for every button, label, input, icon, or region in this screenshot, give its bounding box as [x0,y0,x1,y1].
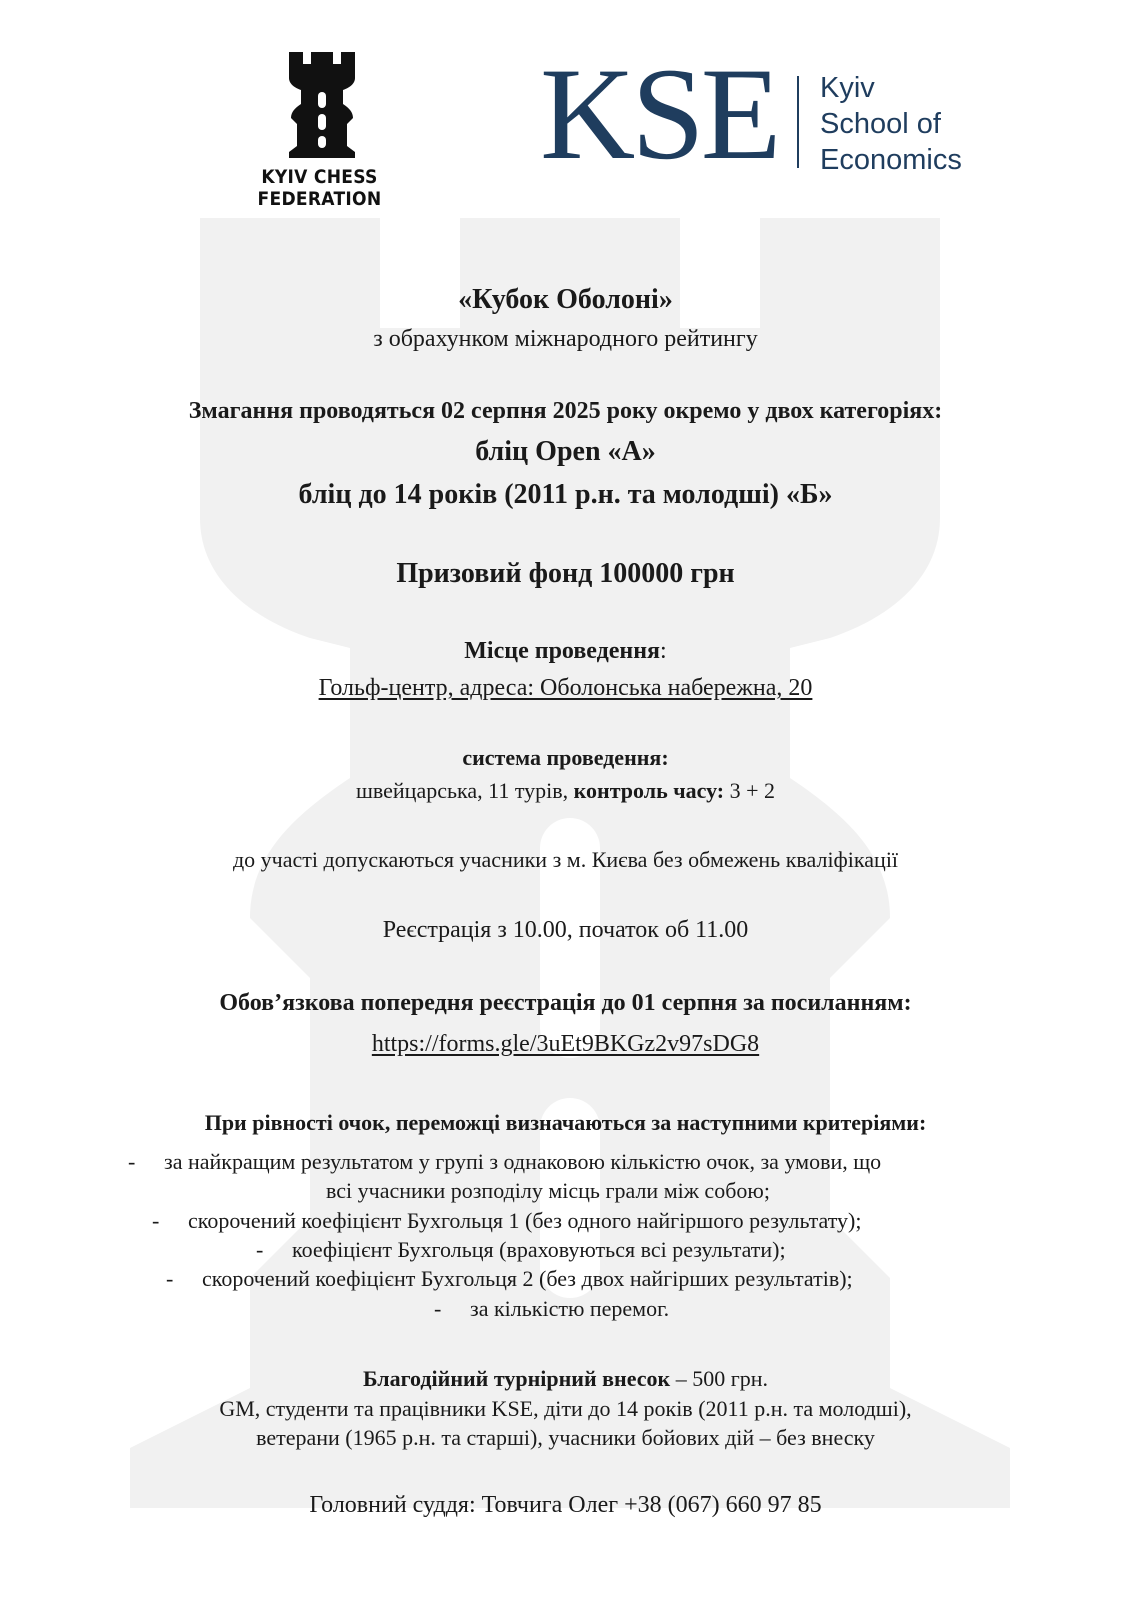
list-item [166,1266,853,1292]
system-label: система проведення: [462,745,669,770]
list-item [434,1296,669,1322]
list-item-dash: - [152,1208,160,1233]
venue-label: Місце проведення [464,638,661,664]
category-a: бліц Open «А» [475,436,656,467]
kse-words [820,70,962,178]
tiebreaks-heading: При рівності очок, переможці визначаються за наступними критеріями: [204,1110,927,1135]
time-control-label: контроль часу: [573,778,725,803]
rook-tower-icon [285,52,359,158]
list-item-text: за найкращим результатом у групі з однаковою кількістю очок, за умови, що [164,1149,882,1174]
kse-word-school: School of [820,108,941,140]
venue-address-row [0,675,1131,702]
registration-link[interactable]: https://forms.gle/3uEt9BKGz2v97sDG8 [371,1031,760,1057]
list-item-text: за кількістю перемог. [470,1296,670,1321]
list-item-dash: - [128,1149,136,1174]
list-item-dash: - [256,1237,264,1262]
kyiv-chess-federation-logo [207,48,432,210]
kse-logo [540,40,1000,187]
fee-exempt-line-1: GM, студенти та працівники KSE, діти до 14 років (2011 р.н. та молодші), [219,1396,912,1421]
list-item [256,1237,786,1263]
list-item [128,1149,881,1175]
venue-colon: : [660,638,667,664]
chief-arbiter: Головний суддя: Товчига Олег +38 (067) 660 97 85 [309,1492,822,1518]
tournament-subtitle: з обрахунком міжнародного рейтингу [373,326,758,352]
system-details [0,778,1131,804]
registration-notice: Обов’язкова попередня реєстрація до 01 серпня за посиланням: [219,990,912,1016]
fee-label: Благодійний турнірний внесок [363,1366,671,1391]
time-control-value: 3 + 2 [724,778,776,803]
fee-row [0,1366,1131,1392]
kse-word-kyiv: Kyiv [820,72,875,104]
categories-intro: Змагання проводяться 02 серпня 2025 року окремо у двох категоріях: [188,398,943,424]
category-b: бліц до 14 років (2011 р.н. та молодші) «Б» [298,479,833,510]
list-item-continuation: всі учасники розподілу місць грали між собою; [326,1178,770,1203]
kse-word-economics: Economics [820,144,962,176]
list-item-text: скорочений коефіцієнт Бухгольця 1 (без одного найгіршого результату); [188,1208,862,1233]
eligibility: до участі допускаються учасники з м. Києва без обмежень кваліфікації [232,847,899,872]
kse-letters: KSE [540,40,778,187]
fee-value: – 500 грн. [670,1366,768,1391]
header [0,0,1131,210]
list-item-text: коефіцієнт Бухгольця (враховуються всі результати); [292,1237,786,1262]
venue-heading [0,638,1131,665]
fee-exempt-line-2: ветерани (1965 р.н. та старші), учасники бойових дій – без внеску [256,1425,875,1450]
system-format: швейцарська, 11 турів, [355,778,574,803]
prize-fund: Призовий фонд 100000 грн [396,558,735,589]
list-item-dash: - [434,1296,442,1321]
registration-link-row [0,1031,1131,1058]
kcf-name: KYIV CHESS FEDERATION [257,166,382,210]
kse-divider [797,76,799,168]
venue-address: Гольф-центр, адреса: Оболонська набережна, 20 [318,675,813,701]
list-item-text: скорочений коефіцієнт Бухгольця 2 (без двох найгірших результатів); [202,1266,853,1291]
list-item-dash: - [166,1266,174,1291]
list-item [152,1208,861,1234]
tournament-title: «Кубок Оболоні» [458,284,673,315]
schedule: Реєстрація з 10.00, початок об 11.00 [382,917,749,943]
